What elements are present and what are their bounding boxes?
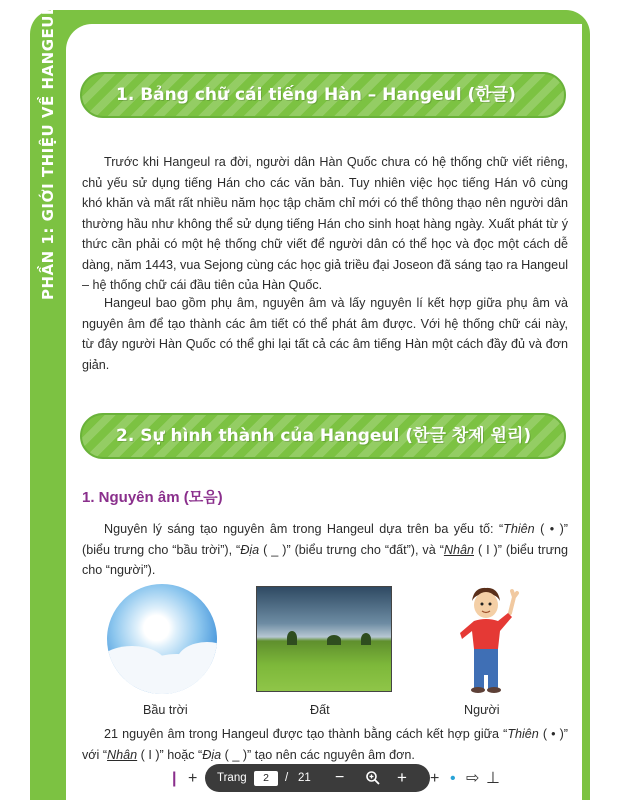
zoom-in-icon[interactable]: [365, 764, 381, 792]
page-number-input[interactable]: 2: [254, 771, 278, 786]
term-nhan: Nhân: [107, 747, 138, 762]
dot-icon: •: [450, 770, 456, 787]
text-segment: ” (biểu trưng cho “đất”), và “: [286, 542, 444, 557]
symbol-thien: ( • ): [534, 522, 564, 536]
vowel-intro-paragraph: [82, 519, 568, 581]
intro-paragraph-2: Hangeul bao gồm phụ âm, nguyên âm và lấy nguyên lí kết hợp giữa phụ âm và nguyên âm để tạo thành các âm tiết có thể phát âm được. Với hệ thống chữ cái này, từ đây người Hàn Quốc có thể ghi lại tất cả các âm tiếng Hàn một cách đầy đủ và đơn giản.: [82, 296, 568, 372]
text-segment: ( I )” hoặc “: [137, 747, 203, 762]
symbol-nhan: ( I ): [474, 542, 498, 557]
section-1-heading: 1. Bảng chữ cái tiếng Hàn – Hangeul (한글): [80, 72, 566, 118]
person-image: [452, 583, 524, 693]
pin-icon[interactable]: ⊥: [486, 770, 500, 787]
text-segment: ” (biểu trưng cho “bầu trời”), “: [82, 522, 568, 557]
chapter-side-label: PHẦN 1: GIỚI THIỆU VỀ HANGEUL: [39, 5, 57, 300]
term-nhan: Nhân: [443, 542, 474, 557]
page-separator: /: [285, 772, 289, 784]
text-segment: ( • )” với “: [82, 727, 568, 762]
zoom-out-icon[interactable]: −: [335, 769, 345, 786]
total-pages: 21: [298, 772, 311, 784]
text-segment: ” (biểu trưng cho “người”).: [82, 542, 569, 577]
text-segment: 21 nguyên âm trong Hangeul được tạo thành bằng cách kết hợp giữa “: [104, 727, 508, 741]
section-2-heading: 2. Sự hình thành của Hangeul (한글 창제 원리): [80, 413, 566, 459]
plus-icon[interactable]: +: [397, 768, 407, 787]
text-segment: ( _ )” tạo nên các nguyên âm đơn.: [221, 747, 415, 762]
vowel-subheading: 1. Nguyên âm (모음): [82, 489, 223, 506]
land-image: [256, 586, 392, 692]
term-dia: Địa: [202, 747, 222, 762]
sky-image: [107, 584, 217, 694]
caption-person: Người: [464, 703, 500, 717]
cursor-bar-icon: |: [172, 770, 177, 787]
page-label: Trang: [217, 772, 247, 784]
vowel-combination-paragraph: [82, 724, 568, 765]
text-segment: Nguyên lý sáng tạo nguyên âm trong Hangeul dựa trên ba yếu tố: “: [104, 522, 504, 536]
term-thien: Thiên: [507, 727, 539, 741]
intro-paragraph-1: Trước khi Hangeul ra đời, người dân Hàn Quốc chưa có hệ thống chữ viết riêng, chủ yếu sử dụng tiếng Hán cho các văn bản. Tuy nhiên việc học tiếng Hán vô cùng khó khăn và mất rất nhiều năm học tập chăm chỉ mới có thể thông thạo nên người dân thường hầu như không thể sử dụng tiếng Hán cho sinh hoạt hàng ngày. Xuất phát từ ý thức cần phải có một hệ thống chữ viết để người dân có thể học và đọc một cách dễ dàng, năm 1443, vua Sejong cùng các học giả triều đại Joseon đã sáng tạo ra Hangeul – hệ thống chữ cái đầu tiên của Hàn Quốc.: [82, 155, 568, 292]
caption-land: Đất: [310, 703, 330, 717]
arrow-right-icon[interactable]: ⇨: [466, 770, 480, 787]
term-dia: Địa: [240, 542, 260, 557]
add-page-icon[interactable]: +: [430, 770, 440, 787]
symbol-dia: ( _ ): [259, 542, 287, 557]
add-icon[interactable]: +: [188, 770, 198, 787]
pdf-toolbar: [205, 764, 430, 792]
term-thien: Thiên: [503, 522, 535, 536]
caption-sky: Bầu trời: [143, 703, 188, 717]
